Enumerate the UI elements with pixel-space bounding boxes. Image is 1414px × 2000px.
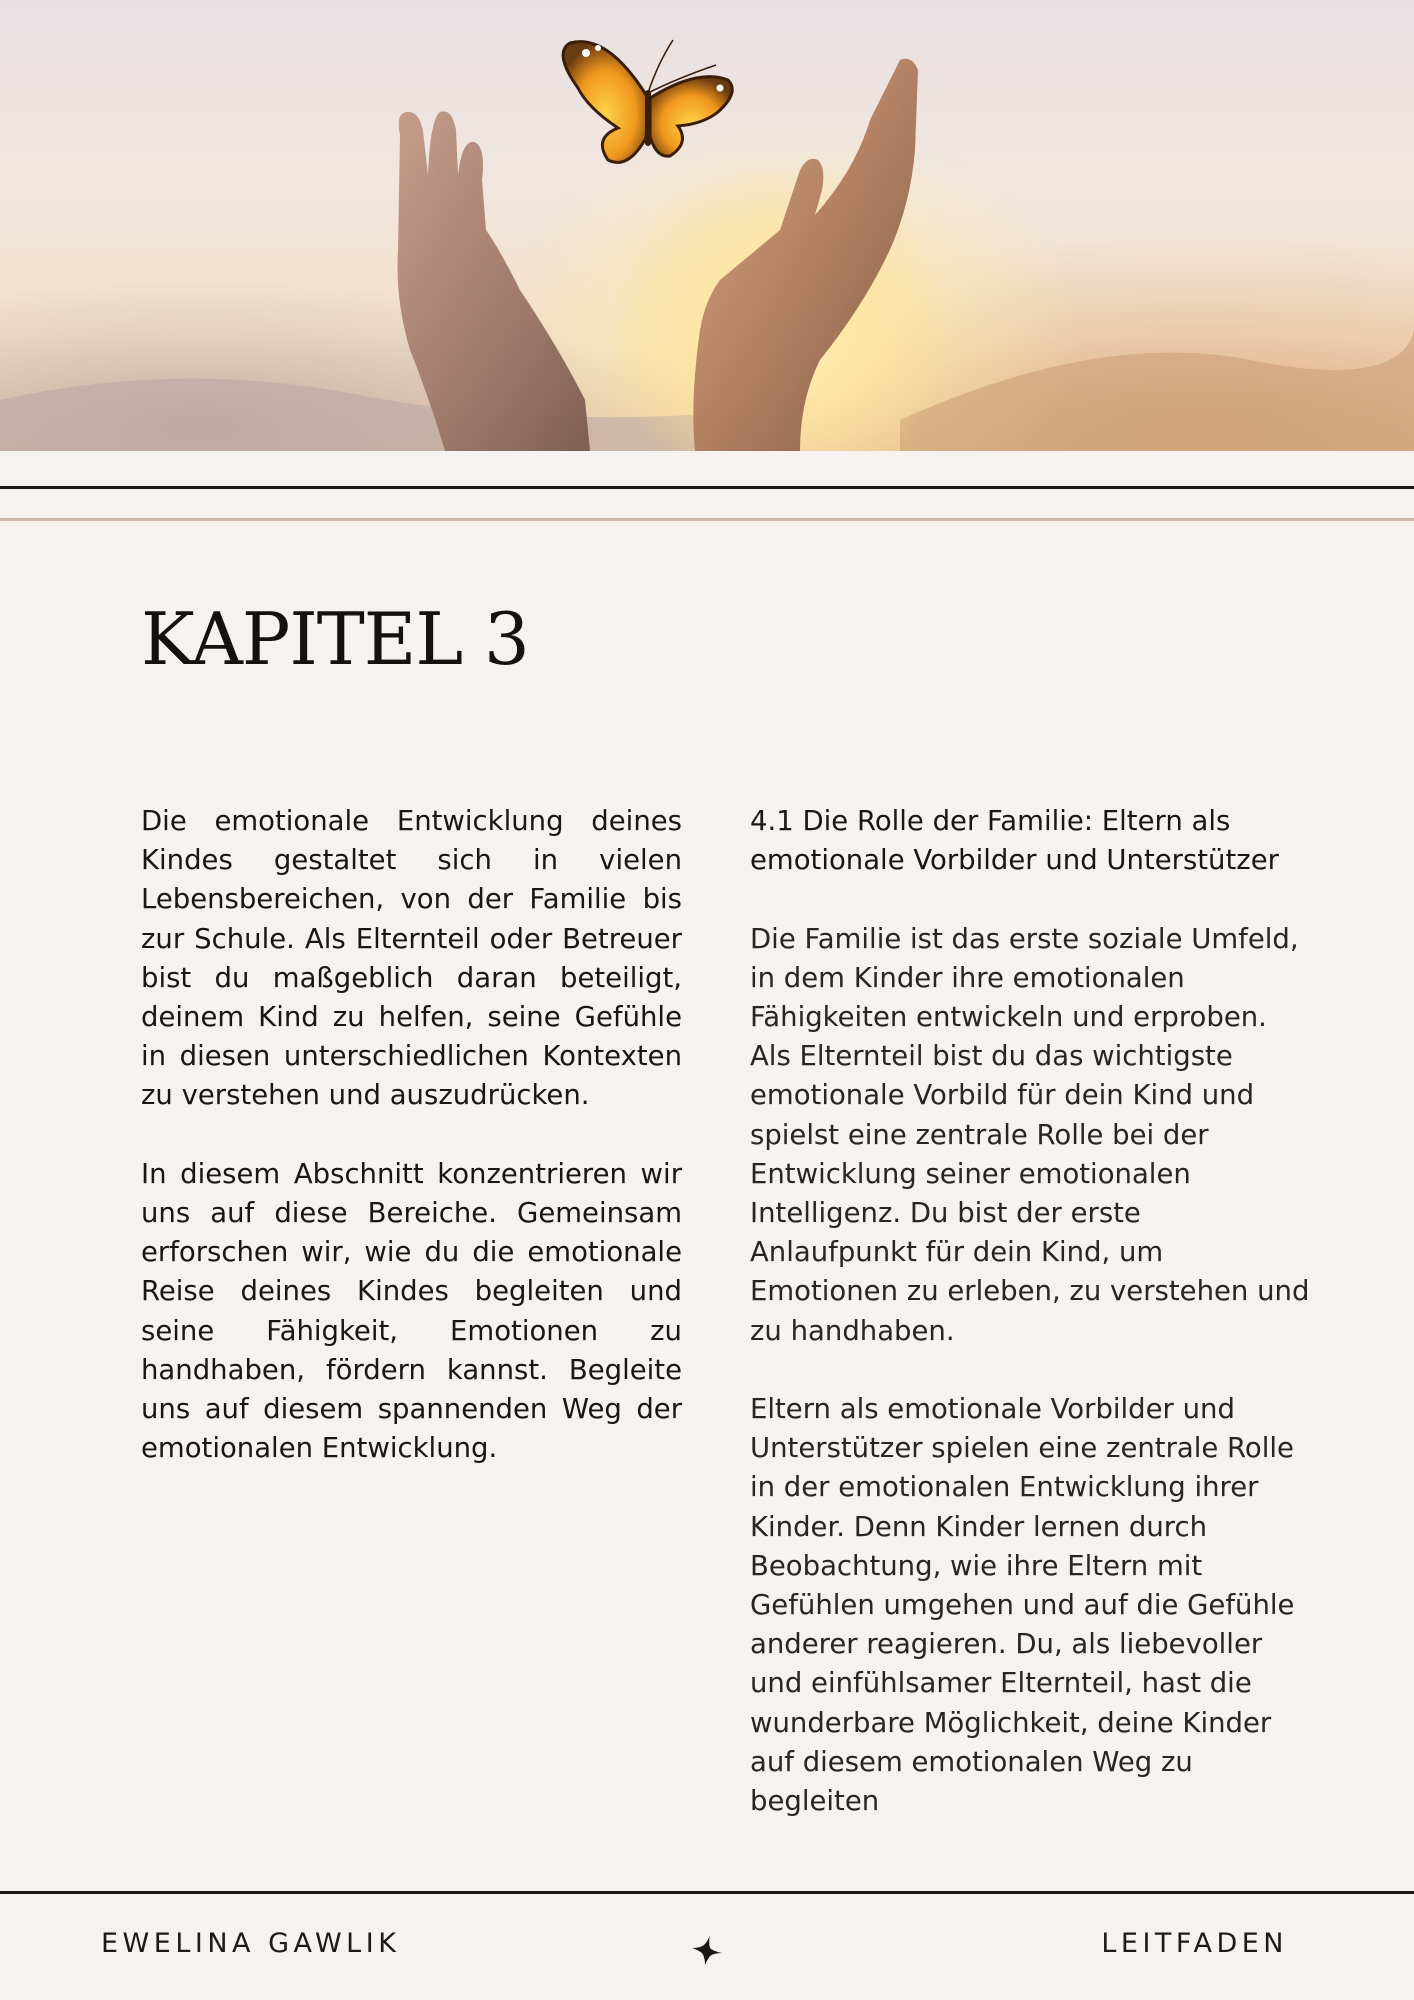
right-paragraph-2: Eltern als emotionale Vorbilder und Unterstützer spielen eine zentrale Rolle in der emotionalen Entwicklung ihrer Kinder. Denn Kinder lernen durch Beobachtung, wie ihre Eltern mit Gefühlen umgehen und auf die Gefühle anderer reagieren. Du, als liebevoller und einfühlsamer Elternteil, hast die wunderbare Möglichkeit, deine Kinder auf diesem emotionalen Weg zu begleiten: [750, 1393, 1295, 1818]
footer-label: LEITFADEN: [1101, 1928, 1288, 1959]
footer-divider: [0, 1891, 1414, 1894]
right-column: [750, 802, 1310, 1860]
top-divider-light: [0, 518, 1414, 521]
left-column: [141, 802, 682, 1508]
footer-author: EWELINA GAWLIK: [101, 1928, 401, 1959]
right-paragraph-1: Die Familie ist das erste soziale Umfeld, in dem Kinder ihre emotionalen Fähigkeiten entwickeln und erproben. Als Elternteil bist du das wichtigste emotionale Vorbild für dein Kind und spielst eine zentrale Rolle bei der Entwicklung seiner emotionalen Intelligenz. Du bist der erste Anlaufpunkt für dein Kind, um Emotionen zu erleben, zu verstehen und zu handhaben.: [750, 922, 1310, 1347]
four-point-star-icon: [690, 1932, 724, 1966]
left-paragraph-1: Die emotionale Entwicklung deines Kindes gestaltet sich in vielen Lebensbereichen, von der Familie bis zur Schule. Als Elternteil oder Betreuer bist du maßgeblich daran beteiligt, deinem Kind zu helfen, seine Gefühle in diesen unterschiedlichen Kontexten zu verstehen und auszudrücken.: [141, 805, 682, 1112]
chapter-title: KAPITEL 3: [141, 597, 529, 681]
hero-photo: [0, 0, 1414, 451]
butterfly-hands-photo: [0, 0, 1414, 451]
left-paragraph-2: In diesem Abschnitt konzentrieren wir uns auf diese Bereiche. Gemeinsam erforschen wir, wie du die emotionale Reise deines Kindes begleiten und seine Fähigkeit, Emotionen zu handhaben, fördern kannst. Begleite uns auf diesem spannenden Weg der emotionalen Entwicklung.: [141, 1157, 682, 1465]
section-subheading: 4.1 Die Rolle der Familie: Eltern als emotionale Vorbilder und Unterstützer: [750, 805, 1279, 877]
top-divider-dark: [0, 486, 1414, 489]
